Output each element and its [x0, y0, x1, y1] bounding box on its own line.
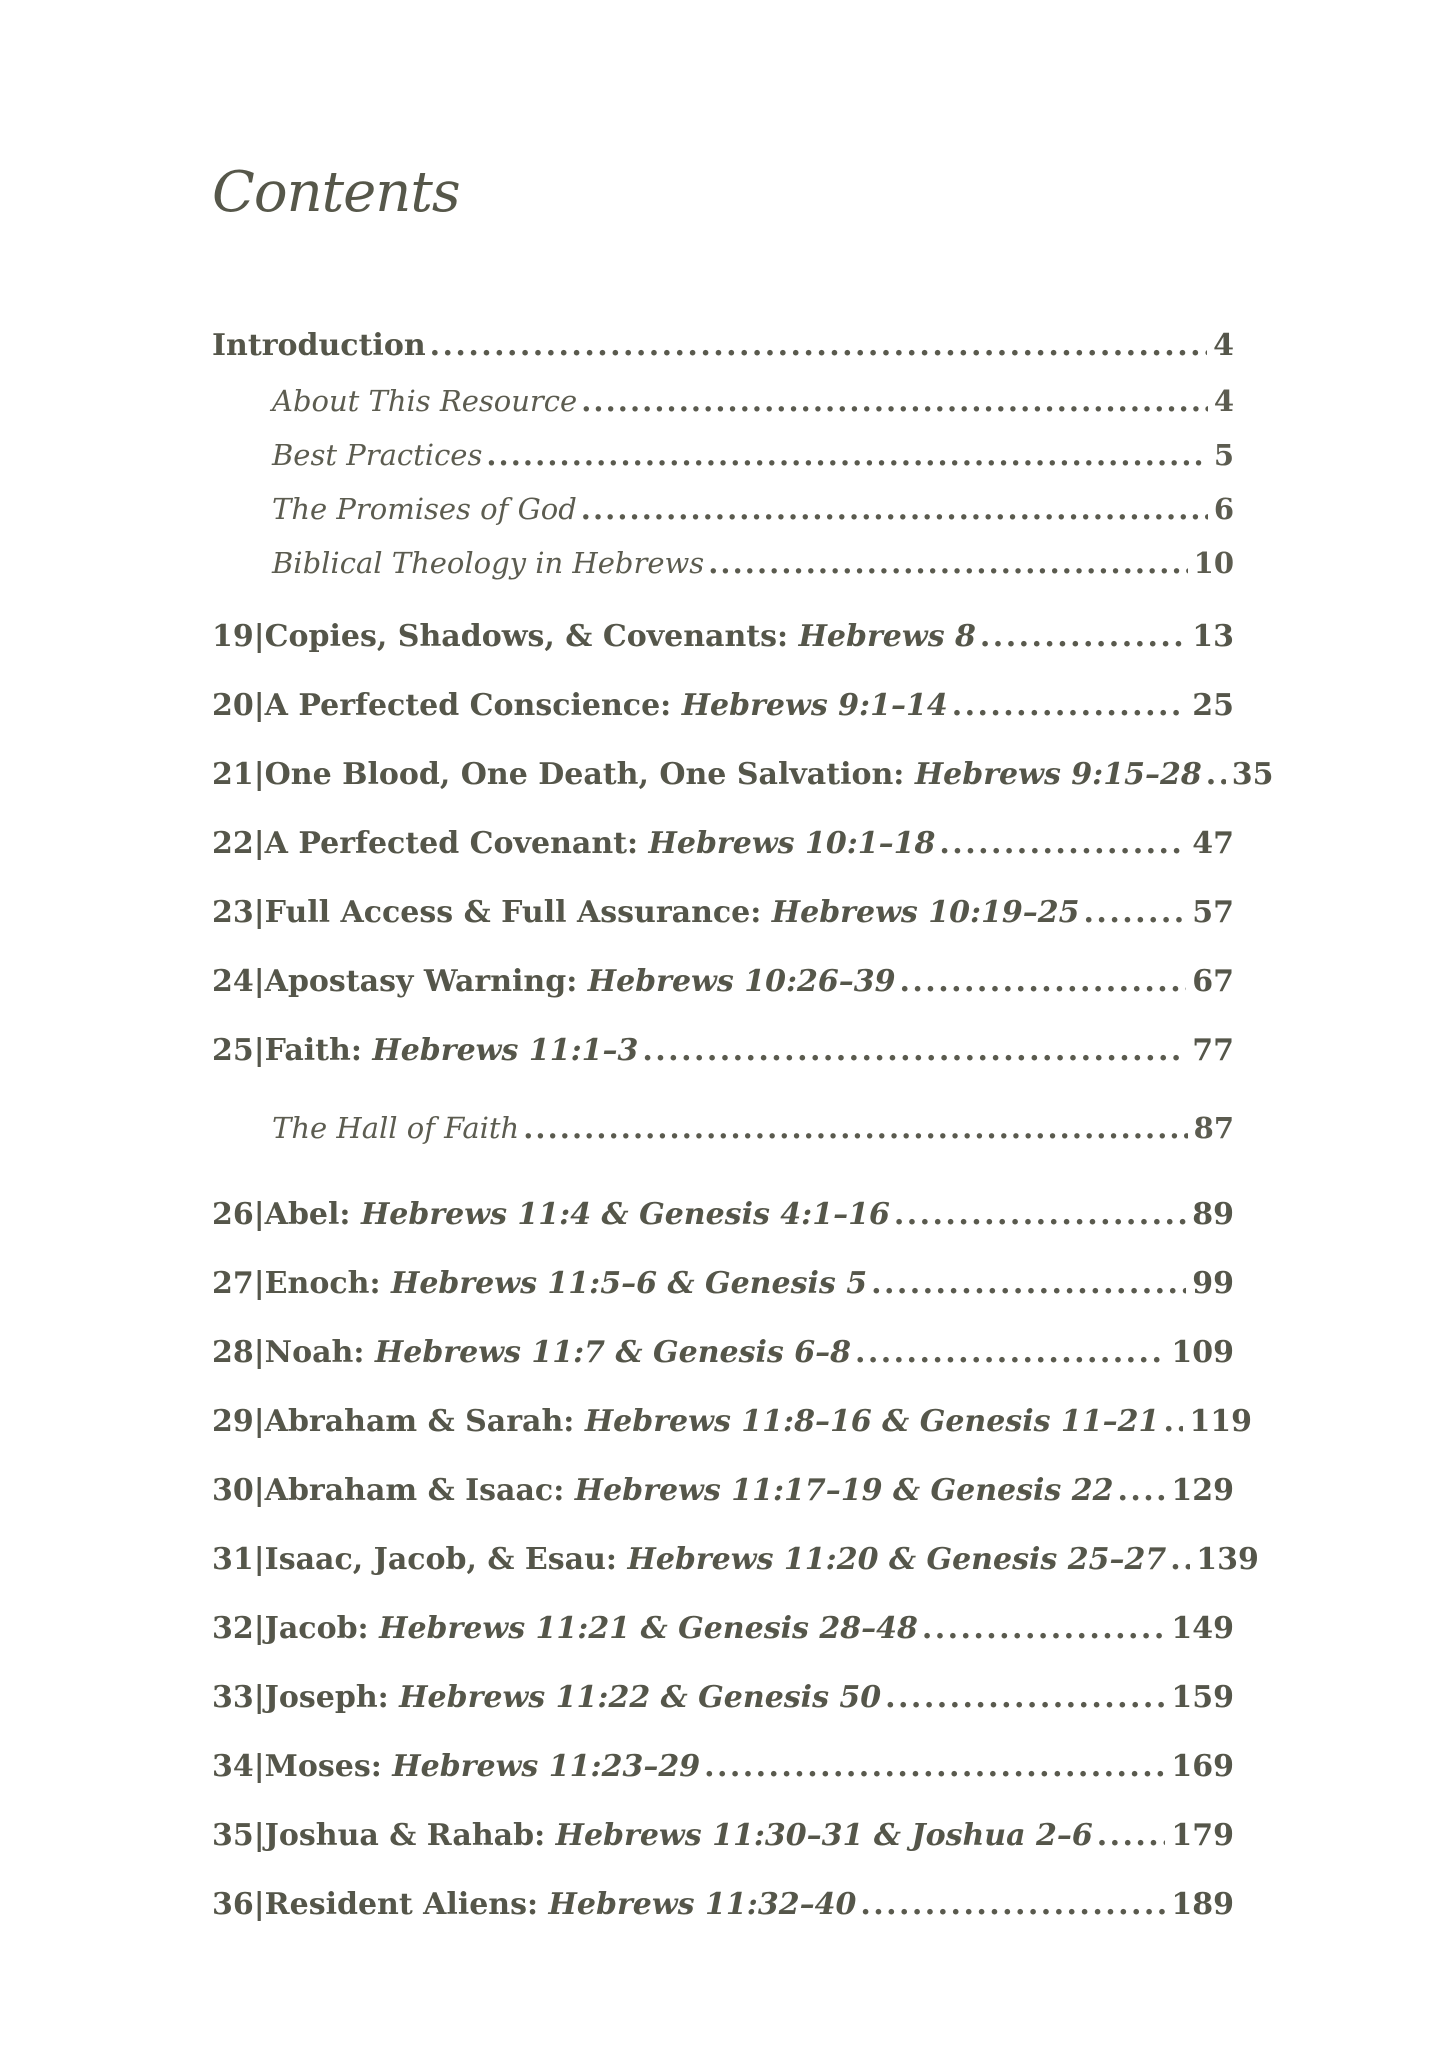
dot-leader [708, 543, 1187, 583]
toc-page-number: 77 [1192, 1033, 1234, 1068]
scripture-reference: Hebrews 11:7 & Genesis 6–8 [374, 1335, 851, 1370]
separator: | [253, 1266, 265, 1301]
toc-entry-label: Best Practices [272, 438, 483, 472]
dot-leader [1097, 1816, 1166, 1856]
toc-page-number: 4 [1213, 384, 1234, 418]
scripture-reference: Hebrews 11:20 & Genesis 25–27 [627, 1542, 1167, 1577]
lesson-number: 28 [212, 1335, 254, 1370]
lesson-title: Abel: [264, 1197, 351, 1232]
lesson-title: Faith: [264, 1033, 362, 1068]
toc-page-number: 4 [1213, 328, 1234, 363]
separator: | [253, 964, 265, 999]
lesson-title: Noah: [264, 1335, 365, 1370]
toc-entry-promises-of-god[interactable] [212, 489, 1234, 529]
lesson-title: Resident Aliens: [264, 1887, 539, 1922]
lesson-number: 24 [212, 964, 254, 999]
toc-entry-lesson-19[interactable] [212, 617, 1234, 657]
dot-leader [581, 489, 1208, 529]
scripture-reference: Hebrews 10:19–25 [771, 895, 1080, 930]
scripture-reference: Hebrews 11:5–6 & Genesis 5 [390, 1266, 868, 1301]
dot-leader [1170, 1540, 1190, 1580]
lesson-title: Abraham & Sarah: [264, 1404, 575, 1439]
lesson-number: 27 [212, 1266, 254, 1301]
toc-entry-lesson-34[interactable] [212, 1747, 1234, 1787]
separator: | [253, 1542, 265, 1577]
toc-page-number: 139 [1196, 1542, 1259, 1577]
lesson-title: Enoch: [264, 1266, 381, 1301]
lesson-title: Joshua & Rahab: [264, 1818, 546, 1853]
lesson-number: 23 [212, 895, 254, 930]
lesson-title: Moses: [264, 1749, 382, 1784]
toc-entry-lesson-28[interactable] [212, 1333, 1234, 1373]
scripture-reference: Hebrews 10:26–39 [587, 964, 896, 999]
dot-leader [430, 326, 1207, 366]
dot-leader [1206, 755, 1226, 795]
toc-entry-label: Biblical Theology in Hebrews [272, 546, 705, 580]
toc-page-number: 89 [1192, 1197, 1234, 1232]
separator: | [253, 619, 265, 654]
dot-leader [1084, 893, 1187, 933]
lesson-title: Joseph: [264, 1680, 389, 1715]
dot-leader [642, 1031, 1186, 1071]
lesson-title: Isaac, Jacob, & Esau: [264, 1542, 618, 1577]
lesson-number: 20 [212, 688, 254, 723]
separator: | [253, 1818, 265, 1853]
toc-entry-lesson-29[interactable] [212, 1402, 1253, 1442]
toc-entry-label: Introduction [212, 328, 426, 363]
toc-page-number: 5 [1213, 438, 1234, 472]
toc-entry-lesson-33[interactable] [212, 1678, 1234, 1718]
scripture-reference: Hebrews 11:21 & Genesis 28–48 [379, 1611, 918, 1646]
toc-page-number: 119 [1189, 1404, 1253, 1439]
toc-entry-lesson-36[interactable] [212, 1885, 1234, 1925]
toc-entry-hall-of-faith[interactable] [212, 1108, 1234, 1148]
separator: | [253, 1680, 265, 1715]
lesson-number: 21 [212, 757, 254, 792]
scripture-reference: Hebrews 11:4 & Genesis 4:1–16 [360, 1197, 890, 1232]
dot-leader [855, 1333, 1165, 1373]
dot-leader [885, 1678, 1165, 1718]
toc-entry-lesson-30[interactable] [212, 1471, 1234, 1511]
page-title: Contents [212, 160, 460, 225]
toc-entry-lesson-21[interactable] [212, 755, 1274, 795]
toc-entry-about-this-resource[interactable] [212, 381, 1234, 421]
dot-leader [581, 381, 1208, 421]
separator: | [253, 688, 265, 723]
toc-page-number: 35 [1231, 757, 1274, 792]
separator: | [253, 1473, 265, 1508]
dot-leader [939, 824, 1186, 864]
dot-leader [860, 1885, 1165, 1925]
lesson-title: Copies, Shadows, & Covenants: [264, 619, 789, 654]
scripture-reference: Hebrews 8 [798, 619, 976, 654]
toc-entry-lesson-23[interactable] [212, 893, 1234, 933]
lesson-number: 35 [212, 1818, 254, 1853]
dot-leader [486, 435, 1207, 475]
separator: | [253, 1033, 265, 1068]
toc-page-number: 159 [1171, 1680, 1234, 1715]
toc-entry-lesson-35[interactable] [212, 1816, 1234, 1856]
toc-entry-lesson-27[interactable] [212, 1264, 1234, 1304]
scripture-reference: Hebrews 11:32–40 [548, 1887, 857, 1922]
scripture-reference: Hebrews 11:8–16 & Genesis 11–21 [584, 1404, 1160, 1439]
dot-leader [894, 1195, 1186, 1235]
dot-leader [523, 1108, 1187, 1148]
toc-page-number: 13 [1192, 619, 1234, 654]
toc-page-number: 10 [1193, 546, 1234, 580]
toc-page-number: 179 [1171, 1818, 1234, 1853]
dot-leader [1117, 1471, 1165, 1511]
separator: | [253, 895, 265, 930]
toc-entry-best-practices[interactable] [212, 435, 1234, 475]
toc-entry-biblical-theology[interactable] [212, 543, 1234, 583]
lesson-number: 19 [212, 619, 254, 654]
lesson-title: Abraham & Isaac: [264, 1473, 565, 1508]
toc-page-number: 6 [1213, 492, 1234, 526]
table-of-contents [212, 0, 1274, 2047]
toc-page-number: 57 [1192, 895, 1234, 930]
lesson-number: 36 [212, 1887, 254, 1922]
toc-page-number: 169 [1171, 1749, 1234, 1784]
dot-leader [952, 686, 1187, 726]
separator: | [253, 1197, 265, 1232]
toc-page-number: 149 [1171, 1611, 1234, 1646]
toc-entry-lesson-26[interactable] [212, 1195, 1234, 1235]
scripture-reference: Hebrews 9:1–14 [681, 688, 948, 723]
lesson-title: A Perfected Conscience: [264, 688, 672, 723]
toc-page-number: 87 [1193, 1111, 1234, 1145]
toc-entry-lesson-25[interactable] [212, 1031, 1234, 1071]
separator: | [253, 1404, 265, 1439]
toc-page-number: 109 [1171, 1335, 1234, 1370]
separator: | [253, 1335, 265, 1370]
toc-entry-lesson-32[interactable] [212, 1609, 1234, 1649]
scripture-reference: Hebrews 11:1–3 [372, 1033, 639, 1068]
toc-entry-lesson-24[interactable] [212, 962, 1234, 1002]
lesson-number: 25 [212, 1033, 254, 1068]
toc-entry-lesson-20[interactable] [212, 686, 1234, 726]
dot-leader [871, 1264, 1186, 1304]
toc-page-number: 189 [1171, 1887, 1234, 1922]
lesson-number: 33 [212, 1680, 254, 1715]
toc-page-number: 25 [1192, 688, 1234, 723]
lesson-number: 22 [212, 826, 254, 861]
toc-entry-lesson-22[interactable] [212, 824, 1234, 864]
toc-page-number: 129 [1171, 1473, 1234, 1508]
lesson-title: One Blood, One Death, One Salvation: [264, 757, 905, 792]
scripture-reference: Hebrews 11:17–19 & Genesis 22 [574, 1473, 1114, 1508]
toc-entry-label: The Hall of Faith [272, 1111, 520, 1145]
toc-entry-introduction[interactable] [212, 326, 1234, 366]
lesson-title: Full Access & Full Assurance: [264, 895, 762, 930]
lesson-number: 34 [212, 1749, 254, 1784]
separator: | [253, 1749, 265, 1784]
toc-entry-label: The Promises of God [272, 492, 577, 526]
toc-entry-lesson-31[interactable] [212, 1540, 1259, 1580]
toc-page-number: 67 [1192, 964, 1234, 999]
lesson-title: Jacob: [264, 1611, 369, 1646]
separator: | [253, 1611, 265, 1646]
toc-page-number: 99 [1192, 1266, 1234, 1301]
lesson-title: A Perfected Covenant: [264, 826, 639, 861]
dot-leader [922, 1609, 1166, 1649]
toc-page-number: 47 [1192, 826, 1234, 861]
toc-entry-label: About This Resource [272, 384, 578, 418]
scripture-reference: Hebrews 10:1–18 [648, 826, 936, 861]
scripture-reference: Hebrews 9:15–28 [914, 757, 1202, 792]
separator: | [253, 826, 265, 861]
separator: | [253, 1887, 265, 1922]
lesson-number: 31 [212, 1542, 254, 1577]
lesson-title: Apostasy Warning: [264, 964, 578, 999]
scripture-reference: Hebrews 11:30–31 & Joshua 2–6 [555, 1818, 1093, 1853]
dot-leader [980, 617, 1186, 657]
dot-leader [704, 1747, 1165, 1787]
lesson-number: 30 [212, 1473, 254, 1508]
scripture-reference: Hebrews 11:22 & Genesis 50 [399, 1680, 882, 1715]
lesson-number: 32 [212, 1611, 254, 1646]
lesson-number: 29 [212, 1404, 254, 1439]
dot-leader [1163, 1402, 1183, 1442]
separator: | [253, 757, 265, 792]
scripture-reference: Hebrews 11:23–29 [392, 1749, 701, 1784]
lesson-number: 26 [212, 1197, 254, 1232]
dot-leader [900, 962, 1187, 1002]
